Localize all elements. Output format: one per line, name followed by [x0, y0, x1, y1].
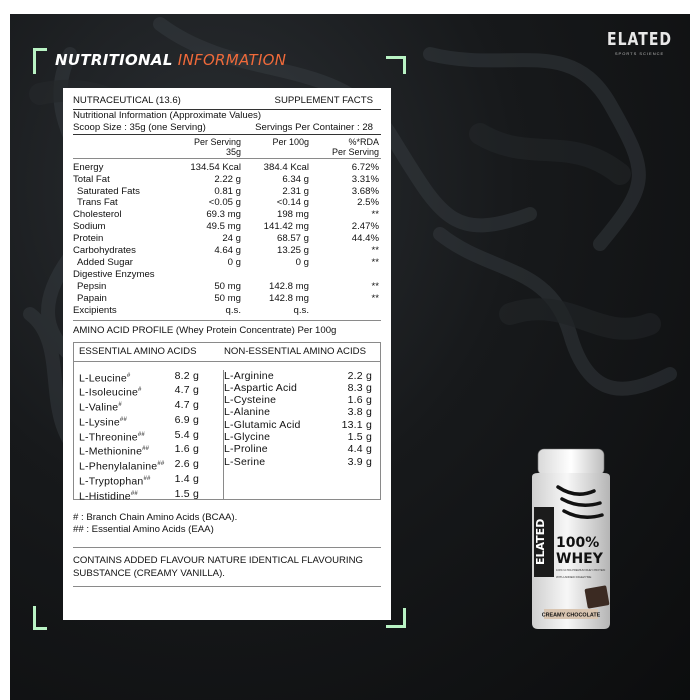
nutrition-table	[73, 135, 381, 317]
essential-amino-row	[79, 473, 199, 488]
amino-value: 4.4 g	[347, 443, 372, 456]
nutrient-rda	[309, 269, 379, 281]
amino-footnote-mark: ##	[130, 490, 138, 497]
nutrient-row	[73, 209, 381, 221]
nutrient-per-100g: 6.34 g	[282, 173, 309, 185]
amino-footnote-mark: ##	[119, 416, 127, 423]
amino-name: L-Isoleucine	[79, 386, 139, 399]
brand-tagline: SPORTS SCIENCE	[614, 51, 665, 56]
nutrient-per-100g: 198 mg	[277, 209, 309, 221]
non-essential-amino-row	[224, 431, 372, 443]
nutrient-name: Protein	[73, 233, 104, 245]
nutrient-rda: **	[371, 292, 379, 304]
amino-acid-table	[73, 342, 381, 503]
amino-value: 8.3 g	[347, 381, 372, 394]
amino-footnote-mark: ##	[157, 461, 165, 468]
nutrient-per-100g: 142.8 mg	[268, 292, 309, 304]
amino-name: L-Aspartic Acid	[224, 381, 298, 394]
jar-brand-text: ELATED	[534, 518, 547, 565]
footnote-eaa: ## : Essential Amino Acids (EAA)	[73, 524, 214, 535]
nutrient-per-serving: 0 g	[227, 256, 241, 268]
product-jar-image	[528, 447, 614, 631]
nutrient-per-100g: <0.14 g	[276, 197, 309, 209]
amino-value: 8.2 g	[174, 369, 199, 382]
panel-top-row	[73, 95, 381, 107]
nutrient-name: Cholesterol	[73, 209, 122, 221]
nutrient-row	[73, 221, 381, 233]
nutrient-per-100g: 142.8 mg	[268, 280, 309, 292]
essential-amino-row	[79, 429, 199, 444]
amino-name: L-Valine	[79, 401, 119, 414]
amino-footnote-mark: ##	[142, 446, 150, 453]
title-part-2: INFORMATION	[177, 51, 287, 69]
corner-bracket-top-left	[33, 48, 47, 74]
divider	[73, 158, 381, 159]
nutrient-name: Total Fat	[73, 173, 110, 185]
nutrient-rows	[73, 160, 381, 317]
brand-logo	[607, 32, 672, 56]
non-essential-amino-list	[224, 370, 380, 499]
nutraceutical-label: NUTRACEUTICAL (13.6)	[73, 95, 181, 106]
section-title	[55, 51, 286, 69]
jar-chocolate-image	[584, 585, 609, 609]
flavour-statement-line-2: SUBSTANCE (CREAMY VANILLA).	[73, 568, 225, 579]
nutrient-rda: 3.68%	[351, 185, 379, 197]
amino-value: 3.9 g	[347, 455, 372, 468]
nutrient-rda: **	[371, 209, 379, 221]
non-essential-amino-row	[224, 382, 372, 394]
nutrient-row	[73, 269, 381, 281]
nutrient-row	[73, 293, 381, 305]
non-essential-amino-row	[224, 443, 372, 455]
nutrient-per-100g: 384.4 Kcal	[263, 161, 309, 173]
nutrient-per-100g: 0 g	[295, 256, 309, 268]
nutrient-name: Sodium	[73, 221, 106, 233]
amino-name: L-Proline	[224, 443, 268, 456]
jar-flavour-text: CREAMY CHOCOLATE	[541, 612, 601, 619]
scoop-size: Scoop Size : 35g (one Serving)	[73, 121, 206, 133]
non-essential-amino-row	[224, 456, 372, 468]
amino-footnote-mark: #	[118, 402, 122, 409]
header-per-100g: Per 100g	[272, 136, 309, 147]
nutrient-rda: 2.47%	[351, 221, 379, 233]
essential-amino-row	[79, 384, 199, 399]
nutrient-per-serving: q.s.	[225, 304, 241, 316]
nutrient-name: Trans Fat	[77, 197, 118, 209]
non-essential-amino-row	[224, 406, 372, 418]
nutrient-per-serving: <0.05 g	[208, 197, 241, 209]
nutrient-per-serving: 50 mg	[214, 280, 241, 292]
supplement-facts-label: SUPPLEMENT FACTS	[274, 95, 373, 106]
nutrient-name: Saturated Fats	[77, 185, 140, 197]
non-essential-amino-row	[224, 419, 372, 431]
non-essential-amino-header: NON-ESSENTIAL AMINO ACIDS	[224, 345, 366, 357]
panel-subtitle: Nutritional Information (Approximate Values)	[73, 109, 262, 121]
nutrient-per-100g: 2.31 g	[282, 185, 309, 197]
amino-acid-table-header	[74, 343, 380, 362]
amino-acid-table-body	[74, 362, 380, 503]
divider	[73, 586, 381, 587]
serving-info	[73, 122, 381, 134]
amino-value: 1.6 g	[174, 443, 199, 456]
header-per-serving: Per Serving	[193, 136, 241, 147]
divider	[73, 320, 381, 321]
nutrient-name: Added Sugar	[77, 256, 134, 268]
amino-name: L-Serine	[224, 455, 266, 468]
essential-amino-list	[74, 369, 224, 503]
nutrient-name: Digestive Enzymes	[73, 268, 155, 280]
header-per-serving-unit: 35g	[225, 146, 241, 157]
nutrient-per-100g: 141.42 mg	[263, 221, 309, 233]
amino-value: 5.4 g	[174, 428, 199, 441]
nutrient-rda: **	[371, 256, 379, 268]
amino-name: L-Alanine	[224, 406, 271, 419]
nutrient-row	[73, 281, 381, 293]
nutrient-per-100g: 13.25 g	[276, 245, 309, 257]
non-essential-amino-row	[224, 394, 372, 406]
nutrient-row	[73, 162, 381, 174]
nutrient-rda: 2.5%	[357, 197, 379, 209]
nutrition-table-header	[73, 135, 381, 157]
amino-name: L-Lysine	[79, 416, 120, 429]
jar-title-line-1: 100%	[556, 535, 600, 551]
amino-value: 2.2 g	[347, 369, 372, 382]
footnotes	[73, 512, 381, 537]
nutrient-per-serving: 50 mg	[214, 292, 241, 304]
amino-footnote-mark: #	[138, 387, 142, 394]
amino-value: 1.6 g	[347, 394, 372, 407]
nutrient-per-serving	[181, 269, 241, 281]
amino-footnote-mark: ##	[143, 476, 151, 483]
amino-footnote-mark: #	[126, 372, 131, 379]
nutrient-row	[73, 233, 381, 245]
corner-bracket-top-right	[386, 56, 406, 74]
amino-name: L-Histidine	[79, 490, 131, 503]
nutrient-name: Energy	[73, 161, 104, 173]
jar-lid	[538, 449, 604, 475]
nutrient-per-100g: 68.57 g	[276, 233, 309, 245]
nutrient-name: Pepsin	[77, 280, 107, 292]
nutrient-rda	[309, 305, 379, 317]
divider	[73, 547, 381, 548]
amino-name: L-Cysteine	[224, 394, 277, 407]
nutrient-row	[73, 174, 381, 186]
nutrient-name: Papain	[77, 292, 107, 304]
header-rda: %*RDA	[348, 136, 379, 147]
amino-value: 1.4 g	[174, 473, 199, 486]
essential-amino-row	[79, 458, 199, 473]
essential-amino-header: ESSENTIAL AMINO ACIDS	[79, 345, 197, 357]
amino-name: L-Phenylalanine	[79, 460, 158, 473]
nutrient-row	[73, 245, 381, 257]
nutrient-name: Carbohydrates	[73, 245, 136, 257]
amino-value: 4.7 g	[174, 384, 199, 397]
flavour-statement-line-1: CONTAINS ADDED FLAVOUR NATURE IDENTICAL FLAVOURING	[73, 554, 363, 566]
nutrient-row	[73, 186, 381, 198]
nutrient-per-serving: 69.3 mg	[206, 209, 241, 221]
amino-acid-title: AMINO ACID PROFILE (Whey Protein Concentrate) Per 100g	[73, 324, 337, 336]
nutrient-rda: **	[371, 245, 379, 257]
non-essential-amino-row	[224, 370, 372, 382]
amino-name: L-Glutamic Acid	[224, 418, 301, 431]
amino-value: 2.6 g	[174, 458, 199, 471]
nutrient-row	[73, 305, 381, 317]
nutrient-rda: 44.4%	[351, 233, 379, 245]
header-rda-2: Per Serving	[331, 146, 379, 157]
corner-bracket-bottom-left	[33, 606, 47, 630]
nutrient-per-serving: 4.64 g	[214, 245, 241, 257]
essential-amino-row	[79, 414, 199, 429]
nutrition-panel	[63, 88, 391, 620]
essential-amino-row	[79, 399, 199, 414]
amino-value: 13.1 g	[341, 418, 372, 431]
amino-name: L-Tryptophan	[79, 475, 144, 488]
nutrient-rda: **	[371, 280, 379, 292]
jar-subtitle-1: 100% ULTRA PREMIUM WHEY PROTEIN	[556, 569, 606, 572]
amino-value: 3.8 g	[347, 406, 372, 419]
essential-amino-row	[79, 443, 199, 458]
footnote-bcaa: # : Branch Chain Amino Acids (BCAA).	[73, 511, 238, 523]
nutrient-row	[73, 197, 381, 209]
nutrient-per-serving: 134.54 Kcal	[190, 161, 241, 173]
nutrient-per-serving: 0.81 g	[214, 185, 241, 197]
jar-subtitle-2: WITH ADDED DIGEZYME	[556, 575, 592, 579]
nutrient-row	[73, 257, 381, 269]
nutrient-per-serving: 49.5 mg	[206, 221, 241, 233]
amino-value: 1.5 g	[174, 487, 199, 500]
amino-name: L-Methionine	[79, 445, 143, 458]
title-part-1: NUTRITIONAL	[55, 51, 173, 69]
amino-name: L-Glycine	[224, 430, 271, 443]
nutrient-per-100g	[241, 269, 309, 281]
nutrient-per-100g: q.s.	[293, 304, 309, 316]
nutrient-name: Excipients	[73, 304, 117, 316]
amino-footnote-mark: ##	[137, 431, 145, 438]
flavour-statement	[73, 554, 381, 585]
nutrient-rda: 3.31%	[351, 173, 379, 185]
nutrient-per-serving: 24 g	[222, 233, 241, 245]
amino-value: 4.7 g	[174, 399, 199, 412]
essential-amino-row	[79, 370, 199, 385]
essential-amino-row	[79, 488, 199, 503]
amino-name: L-Leucine	[79, 372, 127, 384]
nutrient-per-serving: 2.22 g	[214, 173, 241, 185]
amino-name: L-Arginine	[224, 369, 274, 382]
amino-value: 1.5 g	[347, 430, 372, 443]
amino-value: 6.9 g	[174, 413, 199, 426]
amino-name: L-Threonine	[79, 431, 138, 444]
nutrient-rda: 6.72%	[351, 161, 379, 173]
servings-per-container: Servings Per Container : 28	[255, 121, 373, 133]
jar-title-line-2: WHEY	[556, 551, 603, 567]
brand-name: ELATED	[607, 30, 672, 50]
